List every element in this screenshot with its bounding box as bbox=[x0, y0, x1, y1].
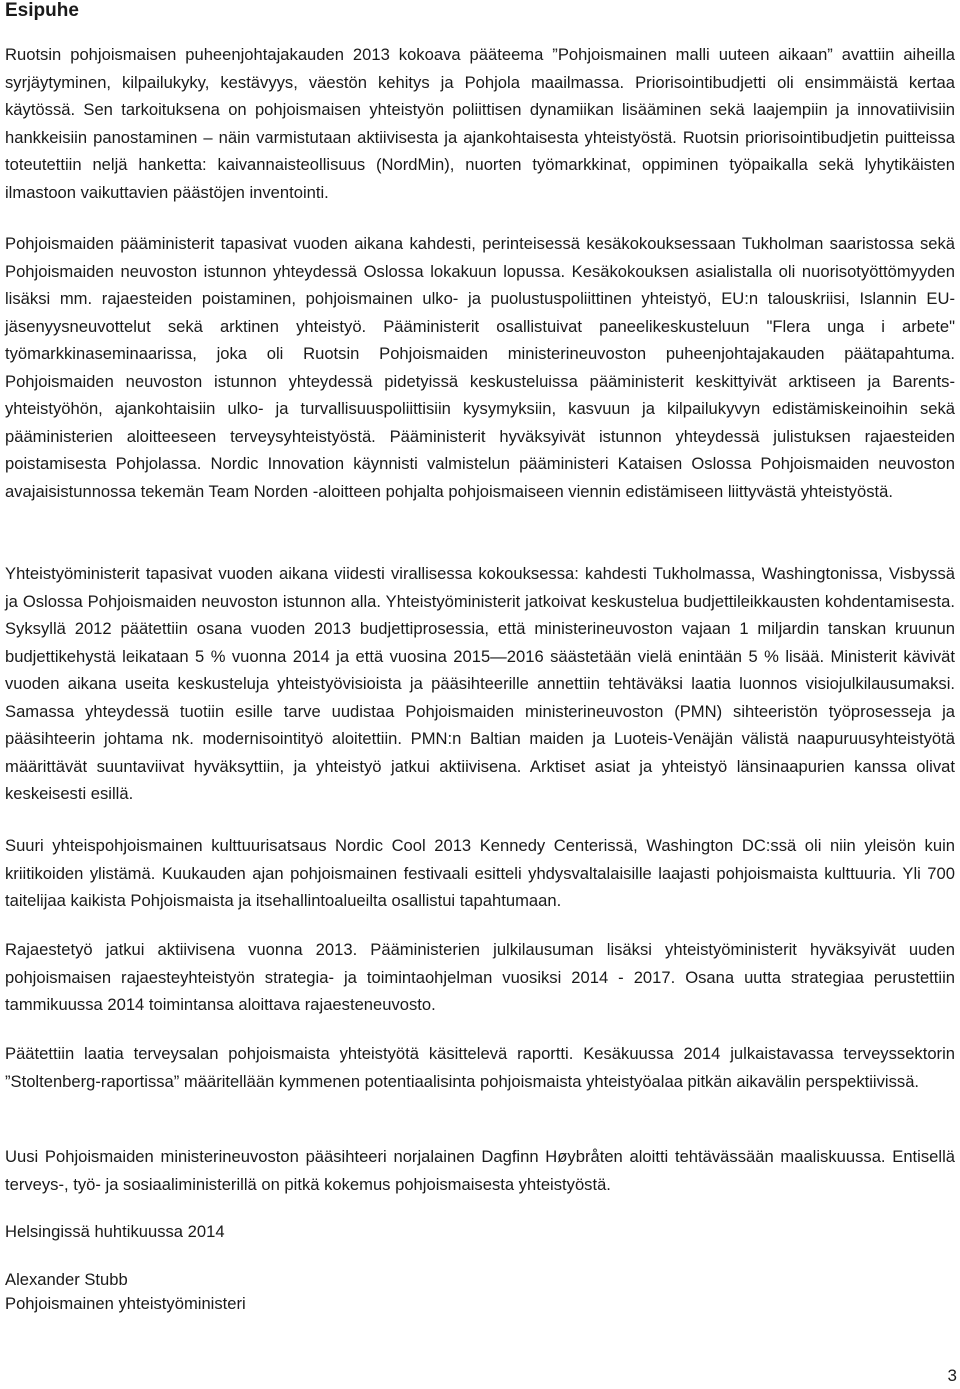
paragraph-border-barriers: Rajaestetyö jatkui aktiivisena vuonna 2013. Pääministerien julkilausuman lisäksi yhteistyöministerit hyväksyivät uuden pohjoismaisen rajaesteyhteistyön strategia- ja toimintaohjelman vuosiksi 2014 - 2017. Osana uutta strategiaa perustettiin tammikuussa 2014 toimintansa aloittava rajaesteneuvosto. bbox=[5, 940, 955, 1014]
paragraph-prime-ministers: Pohjoismaiden pääministerit tapasivat vuoden aikana kahdesti, perinteisessä kesäkokouksessaan Tukholman saaristossa sekä Pohjoismaiden neuvoston istunnon yhteydessä Oslossa lokakuun lopussa. Kesäkokouksen asialistalla oli nuorisotyöttömyyden lisäksi mm. rajaesteiden poistaminen, pohjoismainen ulko- ja puolustuspoliittinen yhteistyö, EU:n talouskriisi, Islannin EU-jäsenyysneuvottelut sekä arktinen yhteistyö. Pääministerit osallistuivat paneelikeskusteluun "Flera unga i arbete" työmarkkinaseminaarissa, joka oli Ruotsin Pohjoismaiden ministerineuvoston puheenjohtajakauden päätapahtuma. Pohjoismaiden neuvoston istunnon yhteydessä pidetyissä keskusteluissa pääministerit keskittyivät arktiseen ja Barents-yhteistyöhön, ajankohtaisiin ulko- ja turvallisuuspoliittisiin kysymyksiin, kasvuun ja kilpailukyvyn edistämiskeinoihin sekä pääministerien aloitteeseen terveysyhteistyöstä. Pääministerit hyväksyivät istunnon yhteydessä julistuksen rajaesteiden poistamisesta Pohjolassa. Nordic Innovation käynnisti valmistelun pääministeri Kataisen Oslossa Pohjoismaiden neuvoston avajaisistunnossa tekemän Team Norden -aloitteen pohjalta pohjoismaiseen viennin edistämiseen liittyvästä yhteistyöstä. bbox=[5, 234, 955, 501]
page-title: Esipuhe bbox=[5, 0, 79, 21]
paragraph-nordic-cool: Suuri yhteispohjoismainen kulttuurisatsaus Nordic Cool 2013 Kennedy Centerissä, Washington DC:ssä oli niin yleisön kuin kriitikoiden ylistämä. Kuukauden ajan pohjoismainen festivaali esitteli yhdysvaltalaisille laajasti pohjoismaista kulttuuria. Yli 700 taitelijaa kaikista Pohjoismaista ja itsehallintoalueilta osallistui tapahtumaan. bbox=[5, 836, 955, 910]
place-and-date: Helsingissä huhtikuussa 2014 bbox=[5, 1222, 225, 1241]
paragraph-priorities: Ruotsin pohjoismaisen puheenjohtajakauden 2013 kokoava pääteema ”Pohjoismainen malli uuteen aikaan” avattiin aiheilla syrjäytyminen, kilpailukyky, kestävyys, väestön kehitys ja Pohjola maailmassa. Priorisointibudjetti oli ensimmäistä kertaa käytössä. Sen tarkoituksena on pohjoismaisen yhteistyön poliittisen dynamiikan lisääminen sekä laajempiin ja innovatiivisiin hankkeisiin panostaminen – näin varmistutaan aktiivisesta ja ajankohtaisesta yhteistyöstä. Ruotsin priorisointibudjetin puitteissa toteutettiin neljä hanketta: kaivannaisteollisuus (NordMin), nuorten työmarkkinat, oppiminen työpaikalla sekä lyhytikäisten ilmastoon vaikuttavien päästöjen inventointi. bbox=[5, 45, 955, 202]
paragraph-cooperation-ministers: Yhteistyöministerit tapasivat vuoden aikana viidesti virallisessa kokouksessa: kahdesti Tukholmassa, Washingtonissa, Visbyssä ja Oslossa Pohjoismaiden neuvoston istunnon alla. Yhteistyöministerit jatkoivat keskustelua budjettileikkausten kohdentamisesta. Syksyllä 2012 päätettiin osana vuoden 2013 budjettiprosessia, että ministerineuvoston vajaan 1 miljardin tanskan kruunun budjettikehystä leikataan 5 % vuonna 2014 ja että vuosina 2015—2016 säästetään vielä enintään 5 % lisää. Ministerit kävivät vuoden aikana useita keskusteluja yhteistyövisioista ja pääsihteerille annettiin tehtäväksi laatia luonnos visiojulkilausumaksi. Samassa yhteydessä tuotiin esille tarve uudistaa Pohjoismaiden ministerineuvoston (PMN) sihteeristön työprosesseja ja pääsihteerin johtama nk. modernisointityö aloitettiin. PMN:n Baltian maiden ja Luoteis-Venäjän välistä naapuruusyhteistyötä määrittävät suuntaviivat hyväksyttiin, ja yhteistyö jatkui aktiivisena. Arktiset asiat ja yhteistyö länsinaapurien kanssa olivat keskeisesti esillä. bbox=[5, 564, 955, 803]
paragraph-secretary-general: Uusi Pohjoismaiden ministerineuvoston pääsihteeri norjalainen Dagfinn Høybråten aloitti tehtävässään maaliskuussa. Entisellä terveys-, työ- ja sosiaaliministerillä on pitkä kokemus pohjoismaisesta yhteistyöstä. bbox=[5, 1147, 955, 1194]
signer-name: Alexander Stubb bbox=[5, 1270, 128, 1289]
page-number: 3 bbox=[947, 1366, 957, 1385]
paragraph-health-report: Päätettiin laatia terveysalan pohjoismaista yhteistyötä käsittelevä raportti. Kesäkuussa 2014 julkaistavassa terveyssektorin ”Stoltenberg-raportissa” määritellään kymmenen potentiaalisinta pohjoismaista yhteistyöalaa pitkän aikavälin perspektiivissä. bbox=[5, 1044, 955, 1091]
signer-title: Pohjoismainen yhteistyöministeri bbox=[5, 1294, 246, 1313]
